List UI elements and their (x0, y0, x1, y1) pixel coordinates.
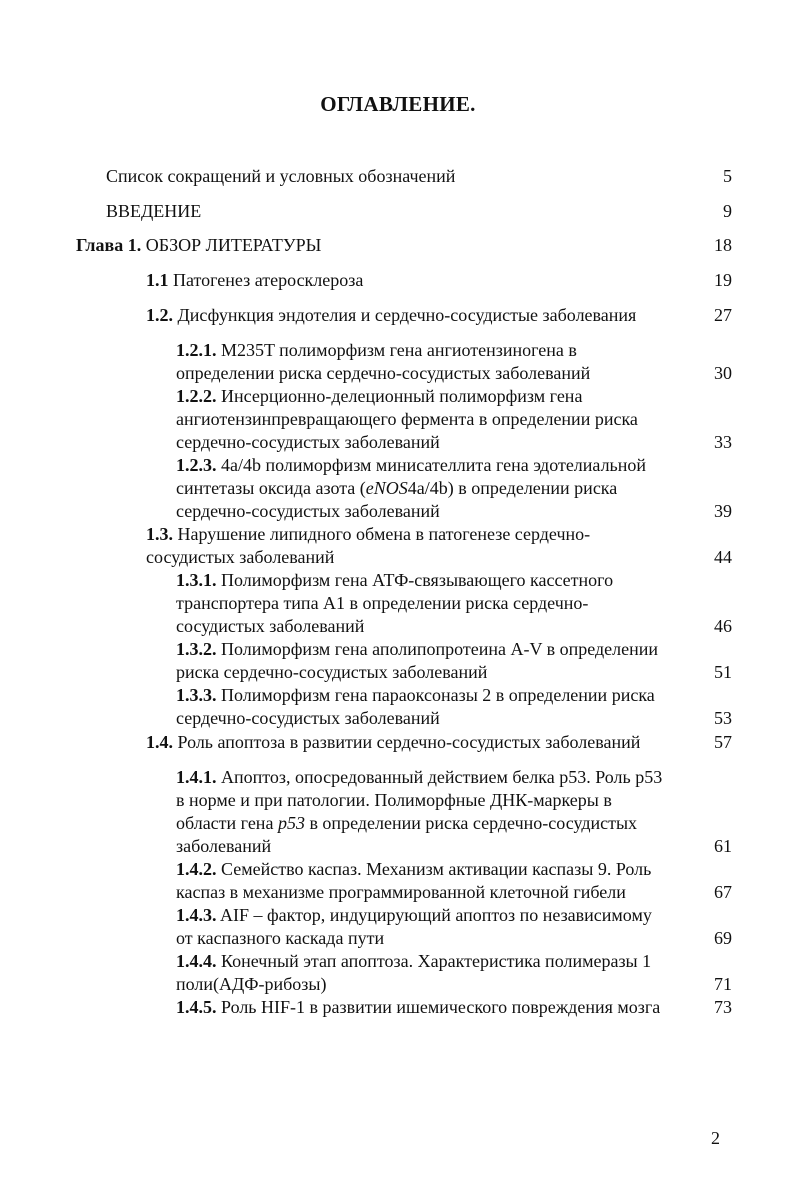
toc-entry-text: поли(АДФ-рибозы) (176, 974, 327, 994)
toc-entry-number: 1.3.3. (176, 685, 217, 705)
toc-entry-number: 1.2.2. (176, 386, 217, 406)
toc-entry-number: 1.4.2. (176, 859, 217, 879)
toc-page-number: 71 (714, 974, 732, 994)
toc-entry-text: ВВЕДЕНИЕ (106, 201, 202, 221)
toc-entry-abbreviations (106, 165, 455, 188)
toc-entry-text: ангиотензинпревращающего фермента в определении риска (176, 409, 638, 429)
toc-page-number: 5 (723, 166, 732, 186)
toc-entry-text: Дисфункция эндотелия и сердечно-сосудистые заболевания (177, 305, 637, 325)
toc-entry-text: сердечно-сосудистых заболеваний (176, 708, 440, 728)
toc-entry-text: Патогенез атеросклероза (173, 270, 364, 290)
toc-entry-number: 1.4.5. (176, 997, 217, 1017)
toc-entry-continuation (176, 661, 487, 684)
toc-entry-1-2-1 (176, 339, 577, 362)
toc-entry-number: 1.3.2. (176, 639, 217, 659)
toc-entry-text: сосудистых заболеваний (176, 616, 365, 636)
toc-entry-continuation (176, 927, 384, 950)
toc-entry-text: каспаз в механизме программированной клеточной гибели (176, 882, 626, 902)
toc-entry-italic-term: p53 (277, 813, 305, 833)
toc-entry-continuation (176, 812, 637, 835)
toc-page-number: 44 (714, 547, 732, 567)
toc-entry-1-4-1 (176, 766, 662, 789)
toc-entry-continuation (176, 362, 590, 385)
toc-entry-text: Полиморфизм гена АТФ-связывающего кассетного (221, 570, 614, 590)
toc-page-number: 19 (714, 270, 732, 290)
toc-entry-number: 1.2.3. (176, 455, 217, 475)
toc-entry-text: сосудистых заболеваний (146, 547, 335, 567)
toc-entry-continuation (176, 835, 271, 858)
toc-entry-1-3 (146, 523, 590, 546)
toc-entry-text: от каспазного каскада пути (176, 928, 385, 948)
toc-page-number: 9 (723, 201, 732, 221)
toc-page-number: 39 (714, 501, 732, 521)
toc-entry-number: 1.2. (146, 305, 173, 325)
toc-entry-1-4 (146, 731, 640, 754)
toc-entry-continuation (176, 707, 440, 730)
toc-entry-text: в определении риска сердечно-сосудистых (304, 813, 638, 833)
toc-entry-text: Семейство каспаз. Механизм активации каспазы 9. Роль (221, 859, 652, 879)
toc-entry-number: Глава 1. (76, 235, 142, 255)
toc-page-number: 69 (714, 928, 732, 948)
toc-entry-text: Список сокращений и условных обозначений (106, 166, 456, 186)
toc-page-number: 73 (714, 997, 732, 1017)
toc-entry-italic-term: eNOS (365, 478, 408, 498)
toc-entry-text: Роль апоптоза в развитии сердечно-сосудистых заболеваний (177, 732, 641, 752)
toc-entry-introduction (106, 200, 201, 223)
toc-entry-continuation (176, 408, 638, 431)
toc-entry-text: сердечно-сосудистых заболеваний (176, 501, 440, 521)
toc-entry-continuation (176, 592, 588, 615)
toc-entry-continuation (146, 546, 334, 569)
toc-page-number: 51 (714, 662, 732, 682)
toc-entry-text: Инсерционно-делеционный полиморфизм гена (221, 386, 583, 406)
toc-entry-1-4-5 (176, 996, 660, 1019)
toc-entry-1-3-2 (176, 638, 658, 661)
toc-entry-1-3-1 (176, 569, 613, 592)
toc-entry-number: 1.4.1. (176, 767, 217, 787)
toc-entry-continuation (176, 477, 617, 500)
toc-page-number: 46 (714, 616, 732, 636)
toc-entry-1-4-3 (176, 904, 652, 927)
toc-entry-text: 4a/4b) в определении риска (407, 478, 618, 498)
toc-entry-text: области гена (176, 813, 278, 833)
toc-entry-number: 1.1 (146, 270, 169, 290)
toc-entry-continuation (176, 615, 364, 638)
toc-entry-continuation (176, 789, 612, 812)
page-number: 2 (711, 1128, 720, 1148)
toc-entry-number: 1.3. (146, 524, 173, 544)
toc-page-number: 53 (714, 708, 732, 728)
toc-page-number: 30 (714, 363, 732, 383)
toc-entry-text: синтетазы оксида азота ( (176, 478, 366, 498)
page-title: ОГЛАВЛЕНИЕ. (320, 92, 476, 116)
toc-entry-text: риска сердечно-сосудистых заболеваний (176, 662, 488, 682)
toc-entry-continuation (176, 881, 626, 904)
toc-entry-text: 4a/4b полиморфизм минисателлита гена эдотелиальной (221, 455, 647, 475)
toc-entry-number: 1.3.1. (176, 570, 217, 590)
toc-entry-text: AIF – фактор, индуцирующий апоптоз по независимому (220, 905, 652, 925)
toc-entry-1-2-2 (176, 385, 582, 408)
toc-entry-text: Полиморфизм гена аполипопротеина A-V в определении (221, 639, 659, 659)
toc-entry-chapter-1 (76, 234, 321, 257)
toc-entry-text: Роль HIF-1 в развитии ишемического повреждения мозга (221, 997, 661, 1017)
toc-entry-1-4-4 (176, 950, 651, 973)
toc-entry-continuation (176, 431, 440, 454)
toc-entry-text: транспортера типа А1 в определении риска сердечно- (176, 593, 589, 613)
toc-entry-text: Нарушение липидного обмена в патогенезе сердечно- (177, 524, 591, 544)
toc-page-number: 33 (714, 432, 732, 452)
toc-entry-continuation (176, 500, 440, 523)
toc-page-number: 18 (714, 235, 732, 255)
toc-entry-text: в норме и при патологии. Полиморфные ДНК-маркеры в (176, 790, 612, 810)
toc-entry-text: сердечно-сосудистых заболеваний (176, 432, 440, 452)
toc-entry-number: 1.4.4. (176, 951, 217, 971)
toc-entry-text: заболеваний (176, 836, 272, 856)
toc-entry-text: Конечный этап апоптоза. Характеристика полимеразы 1 (221, 951, 652, 971)
toc-page-number: 27 (714, 305, 732, 325)
toc-page-number: 61 (714, 836, 732, 856)
toc-entry-text: M235T полиморфизм гена ангиотензиногена в (221, 340, 577, 360)
toc-entry-number: 1.2.1. (176, 340, 217, 360)
toc-entry-1-2 (146, 304, 636, 327)
toc-entry-1-3-3 (176, 684, 655, 707)
toc-entry-number: 1.4.3. (176, 905, 217, 925)
toc-entry-1-2-3 (176, 454, 646, 477)
toc-entry-text: определении риска сердечно-сосудистых заболеваний (176, 363, 591, 383)
toc-entry-1-4-2 (176, 858, 651, 881)
toc-entry-text: ОБЗОР ЛИТЕРАТУРЫ (145, 235, 322, 255)
toc-entry-text: Апоптоз, опосредованный действием белка p53. Роль p53 (221, 767, 663, 787)
toc-page-number: 67 (714, 882, 732, 902)
toc-entry-text: Полиморфизм гена параоксоназы 2 в определении риска (221, 685, 655, 705)
toc-page-number: 57 (714, 732, 732, 752)
toc-entry-number: 1.4. (146, 732, 173, 752)
toc-entry-1-1 (146, 269, 363, 292)
toc-entry-continuation (176, 973, 327, 996)
